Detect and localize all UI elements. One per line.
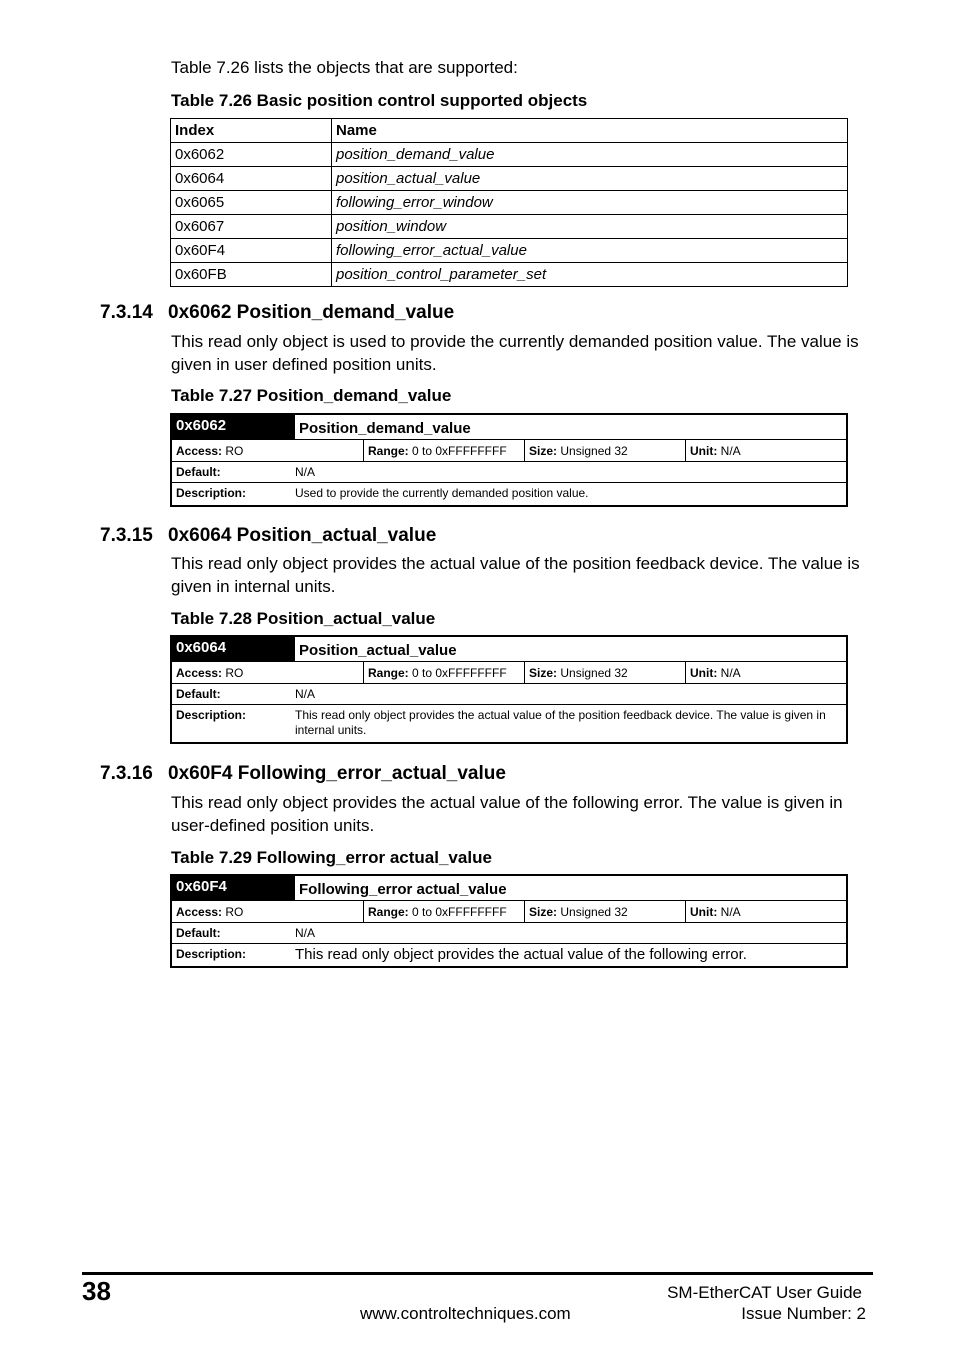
object-table-0x60F4 — [170, 874, 848, 968]
range-cell — [364, 662, 525, 683]
index-cell: 0x6067 — [171, 215, 332, 239]
supported-objects-table — [170, 118, 848, 287]
default-label: Default: — [176, 687, 221, 701]
object-attributes-row — [172, 439, 846, 461]
range-value: 0 to 0xFFFFFFFF — [408, 905, 507, 919]
access-value: RO — [222, 666, 244, 680]
object-description-row — [172, 704, 846, 742]
object-index: 0x6062 — [172, 415, 295, 439]
object-name: Position_actual_value — [299, 641, 457, 659]
table-header-row — [171, 119, 848, 143]
footer-rule — [82, 1272, 873, 1275]
section-paragraph: This read only object is used to provide the currently demanded position value. The value is given in user defined position units. — [171, 332, 859, 374]
object-attributes-row — [172, 900, 846, 922]
range-label: Range: — [368, 666, 409, 680]
access-cell — [172, 901, 364, 922]
table-row — [171, 167, 848, 191]
website-link[interactable]: www.controltechniques.com — [360, 1304, 571, 1323]
section-number: 7.3.15 — [100, 525, 153, 546]
access-value: RO — [222, 905, 244, 919]
range-label: Range: — [368, 905, 409, 919]
index-cell: 0x6064 — [171, 167, 332, 191]
section-title: 0x6062 Position_demand_value — [168, 302, 455, 323]
table-7-29-caption: Table 7.29 Following_error actual_value — [171, 848, 492, 867]
access-label: Access: — [176, 666, 223, 680]
table-7-26-caption: Table 7.26 Basic position control supported objects — [171, 91, 588, 110]
index-header: Index — [171, 119, 332, 143]
size-value: Unsigned 32 — [557, 666, 628, 680]
object-description-row — [172, 943, 846, 966]
object-table-0x6062 — [170, 413, 848, 507]
description-value: This read only object provides the actual value of the following error. — [295, 946, 747, 963]
unit-value: N/A — [717, 905, 741, 919]
range-label: Range: — [368, 444, 409, 458]
description-value: Used to provide the currently demanded position value. — [295, 486, 589, 500]
index-cell: 0x60F4 — [171, 239, 332, 263]
name-header: Name — [332, 119, 848, 143]
index-cell: 0x6065 — [171, 191, 332, 215]
object-attributes-row — [172, 661, 846, 683]
section-paragraph: This read only object provides the actual value of the following error. The value is given in user-defined position units. — [171, 793, 843, 835]
size-cell — [525, 901, 686, 922]
unit-cell — [686, 901, 846, 922]
section-paragraph: This read only object provides the actual value of the position feedback device. The value is given in internal units. — [171, 554, 860, 596]
description-label: Description: — [176, 486, 247, 500]
range-value: 0 to 0xFFFFFFFF — [408, 444, 507, 458]
object-default-row — [172, 461, 846, 482]
size-label: Size: — [529, 444, 558, 458]
table-row — [171, 191, 848, 215]
unit-value: N/A — [717, 666, 741, 680]
table-row — [171, 263, 848, 287]
description-label: Description: — [176, 947, 247, 961]
unit-label: Unit: — [690, 444, 718, 458]
name-cell: position_actual_value — [332, 167, 848, 191]
range-cell — [364, 901, 525, 922]
object-name: Position_demand_value — [299, 419, 471, 437]
access-cell — [172, 440, 364, 461]
unit-value: N/A — [717, 444, 741, 458]
size-value: Unsigned 32 — [557, 444, 628, 458]
access-cell — [172, 662, 364, 683]
issue-number: Issue Number: 2 — [741, 1304, 866, 1323]
index-cell: 0x60FB — [171, 263, 332, 287]
object-description-row — [172, 482, 846, 505]
intro-text: Table 7.26 lists the objects that are supported: — [171, 58, 518, 77]
name-cell: following_error_actual_value — [332, 239, 848, 263]
access-label: Access: — [176, 444, 223, 458]
size-label: Size: — [529, 666, 558, 680]
section-number: 7.3.14 — [100, 302, 153, 323]
name-cell: position_demand_value — [332, 143, 848, 167]
default-value: N/A — [295, 687, 316, 701]
table-row — [171, 215, 848, 239]
name-cell: position_control_parameter_set — [332, 263, 848, 287]
access-value: RO — [222, 444, 244, 458]
default-value: N/A — [295, 465, 316, 479]
object-name: Following_error actual_value — [299, 880, 507, 898]
table-row — [171, 239, 848, 263]
size-value: Unsigned 32 — [557, 905, 628, 919]
size-label: Size: — [529, 905, 558, 919]
default-label: Default: — [176, 926, 221, 940]
description-value: This read only object provides the actual value of the position feedback device. The value is given in internal units. — [295, 708, 826, 737]
page-number: 38 — [82, 1276, 111, 1306]
section-heading-7-3-14 — [100, 302, 454, 324]
range-value: 0 to 0xFFFFFFFF — [408, 666, 507, 680]
table-7-28-caption: Table 7.28 Position_actual_value — [171, 609, 436, 628]
section-title: 0x6064 Position_actual_value — [168, 525, 437, 546]
object-header-row — [172, 876, 846, 900]
object-default-row — [172, 683, 846, 704]
object-table-0x6064 — [170, 635, 848, 744]
section-heading-7-3-15 — [100, 525, 436, 547]
range-cell — [364, 440, 525, 461]
table-7-27-caption: Table 7.27 Position_demand_value — [171, 386, 452, 405]
section-number: 7.3.16 — [100, 763, 153, 784]
name-cell: following_error_window — [332, 191, 848, 215]
unit-cell — [686, 662, 846, 683]
description-label: Description: — [176, 708, 247, 722]
name-cell: position_window — [332, 215, 848, 239]
object-index: 0x60F4 — [172, 876, 295, 900]
object-header-row — [172, 415, 846, 439]
unit-label: Unit: — [690, 905, 718, 919]
index-cell: 0x6062 — [171, 143, 332, 167]
unit-cell — [686, 440, 846, 461]
size-cell — [525, 662, 686, 683]
size-cell — [525, 440, 686, 461]
section-heading-7-3-16 — [100, 763, 506, 785]
object-index: 0x6064 — [172, 637, 295, 661]
object-header-row — [172, 637, 846, 661]
access-label: Access: — [176, 905, 223, 919]
section-title: 0x60F4 Following_error_actual_value — [168, 763, 506, 784]
default-value: N/A — [295, 926, 316, 940]
unit-label: Unit: — [690, 666, 718, 680]
default-label: Default: — [176, 465, 221, 479]
table-row — [171, 143, 848, 167]
guide-title: SM-EtherCAT User Guide — [667, 1283, 862, 1302]
object-default-row — [172, 922, 846, 943]
